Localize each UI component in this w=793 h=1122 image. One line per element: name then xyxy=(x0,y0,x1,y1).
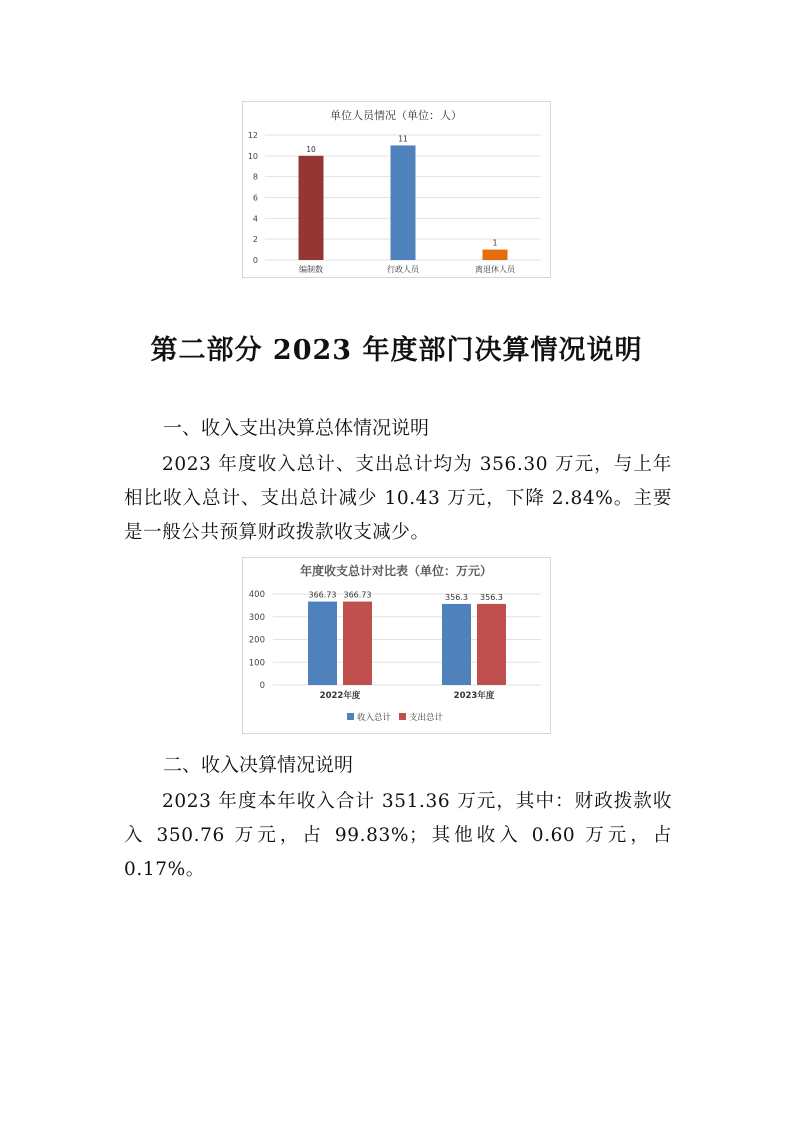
staff-chart-title: 单位人员情况（单位：人） xyxy=(330,109,462,122)
data-label: 366.73 xyxy=(343,590,372,600)
y-tick-label: 8 xyxy=(252,172,258,182)
staff-chart-svg xyxy=(243,102,550,277)
data-label: 1 xyxy=(492,238,498,248)
x-tick-label: 离退休人员 xyxy=(475,265,515,274)
data-label: 11 xyxy=(398,134,408,144)
bar xyxy=(299,156,324,260)
bar xyxy=(391,145,416,260)
section-title: 第二部分 2023 年度部门决算情况说明 xyxy=(150,335,643,366)
legend-label: 收入总计 xyxy=(357,713,392,723)
legend-swatch xyxy=(399,713,406,720)
y-tick-label: 6 xyxy=(252,193,258,203)
y-tick-label: 10 xyxy=(247,151,258,161)
section1-paragraph: 2023 年度收入总计、支出总计均为 356.30 万元，与上年相比收入总计、支出总计减少 10.43 万元，下降 2.84%。主要是一般公共预算财政拨款收支减少。 xyxy=(124,454,672,543)
bar xyxy=(308,602,337,685)
section2-heading: 二、收入决算情况说明 xyxy=(163,754,354,776)
y-tick-label: 12 xyxy=(247,131,258,140)
section2-paragraph: 2023 年度本年收入合计 351.36 万元，其中：财政拨款收入 350.76 万元，占 99.83%；其他收入 0.60 万元，占 0.17%。 xyxy=(124,791,672,880)
legend-swatch xyxy=(347,713,354,720)
data-label: 10 xyxy=(306,144,316,154)
y-tick-label: 300 xyxy=(248,612,265,623)
bar xyxy=(483,250,508,260)
x-tick-label: 行政人员 xyxy=(387,265,419,274)
legend-label: 支出总计 xyxy=(409,713,444,723)
y-tick-label: 200 xyxy=(248,635,265,646)
data-label: 366.73 xyxy=(308,590,337,600)
bar xyxy=(477,604,506,685)
income-expense-chart xyxy=(242,557,551,734)
x-tick-label: 编制数 xyxy=(299,265,323,274)
bar xyxy=(343,602,372,685)
x-tick-label: 2023年度 xyxy=(453,691,495,701)
data-label: 356.3 xyxy=(480,592,503,602)
y-tick-label: 100 xyxy=(248,658,265,669)
section1-heading: 一、收入支出决算总体情况说明 xyxy=(163,417,430,439)
y-tick-label: 4 xyxy=(252,214,258,224)
x-tick-label: 2022年度 xyxy=(319,691,361,701)
y-tick-label: 2 xyxy=(252,235,258,245)
data-label: 356.3 xyxy=(445,592,468,602)
income-expense-chart-svg xyxy=(243,558,550,733)
bar xyxy=(442,604,471,685)
y-tick-label: 400 xyxy=(248,590,265,600)
staff-chart xyxy=(242,101,551,278)
y-tick-label: 0 xyxy=(252,256,258,265)
income-chart-title: 年度收支总计对比表（单位：万元） xyxy=(299,564,493,578)
y-tick-label: 0 xyxy=(259,681,265,691)
